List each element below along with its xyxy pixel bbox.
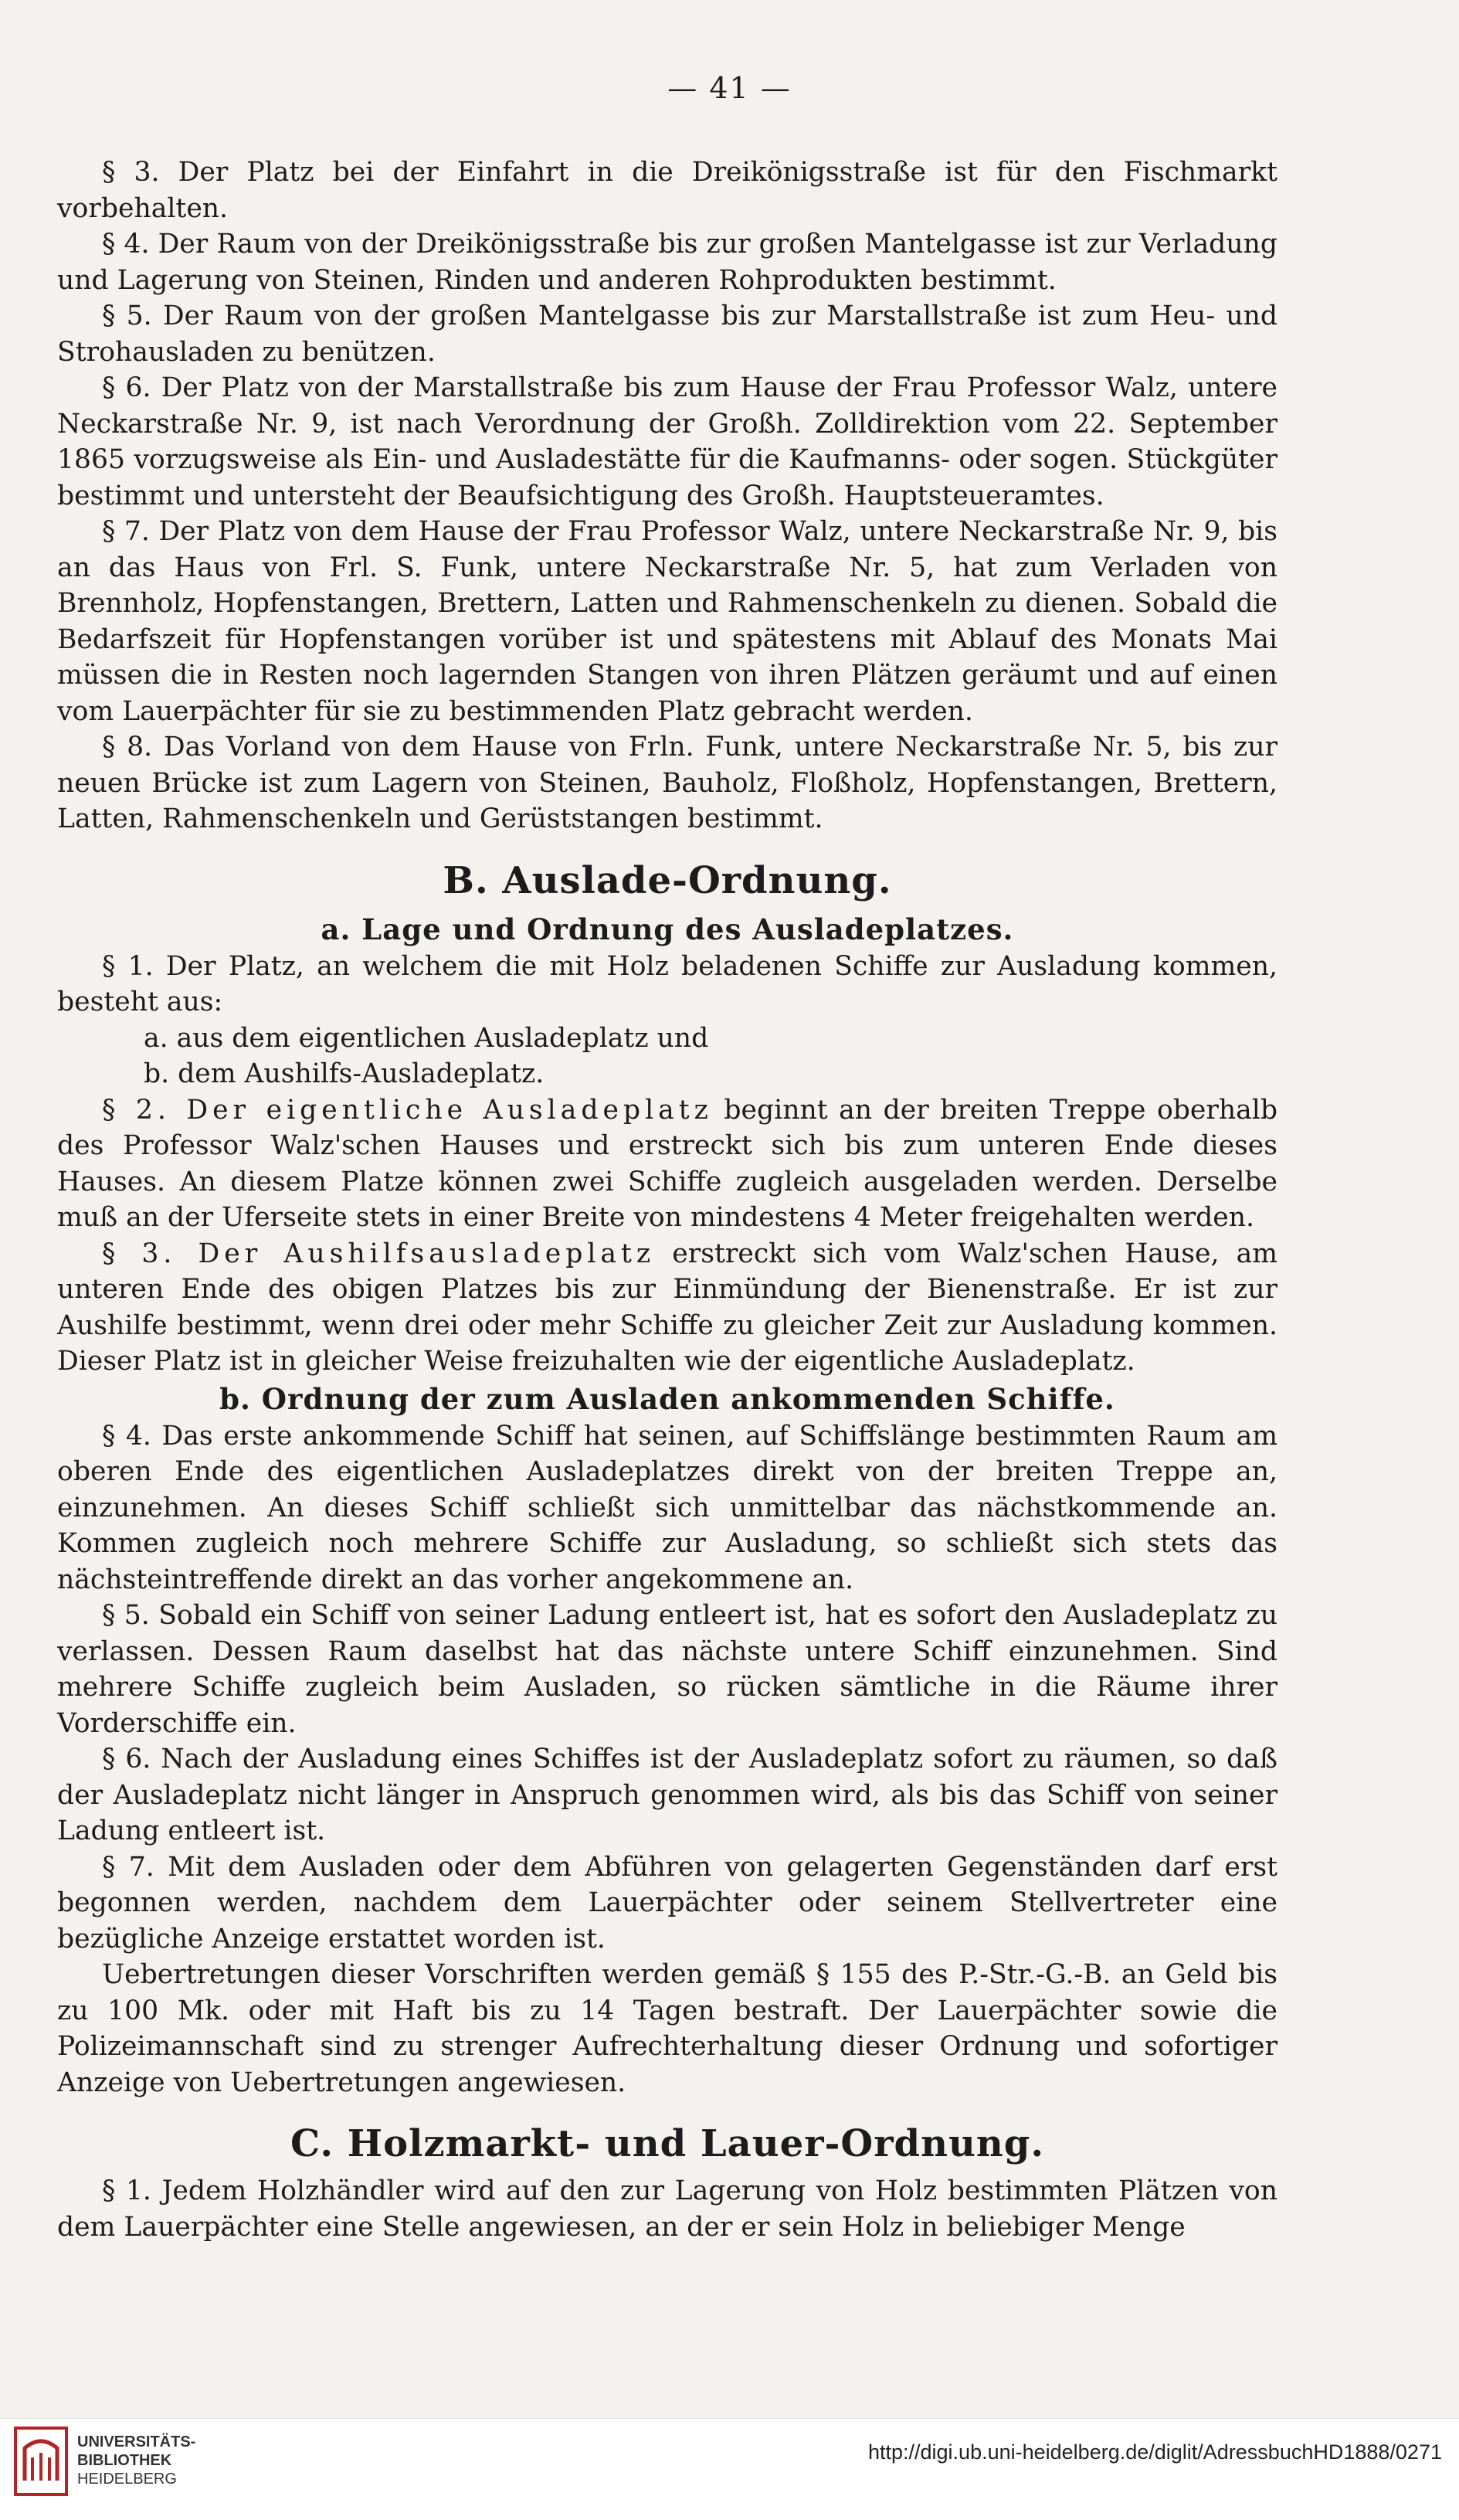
paragraph-s7: § 7. Der Platz von dem Hause der Frau Professor Walz, untere Neckarstraße Nr. 9, bis an das Haus von Frl. S. Funk, untere Neckarstraße Nr. 5, hat zum Verladen von Brennholz, Hopfenstangen, Brettern, Latten und Rahmenschenkeln zu dienen. Sobald die Bedarfszeit für Hopfenstangen vorüber ist und spätestens mit Ablauf des Monats Mai müssen die in Resten noch lagernden Stangen von ihren Plätzen geräumt und auf einen vom Lauerpächter für sie zu bestimmenden Platz gebracht werden.: [57, 516, 1277, 727]
list-item-a: a. aus dem eigentlichen Ausladeplatz und: [144, 1022, 709, 1054]
section-c-title: C. Holzmarkt- und Lauer-Ordnung.: [290, 2122, 1045, 2165]
paragraph-b-s7: § 7. Mit dem Ausladen oder dem Abführen von gelagerten Gegenständen darf erst begonnen werden, nachdem dem Lauerpächter oder seinem Stellvertreter eine bezügliche Anzeige erstattet worden ist.: [57, 1851, 1277, 1955]
paragraph-b-s2-text: beginnt an der breiten Treppe oberhalb des Professor Walz'schen Hauses und erstreckt sich bis zum unteren Ende dieses Hauses. An diesem Platze können zwei Schiffe zugleich ausgeladen werden. Derselbe muß an der Uferseite stets in einer Breite von mindestens 4 Meter freigehalten werden.: [57, 1094, 1277, 1233]
paragraph-s4: § 4. Der Raum von der Dreikönigsstraße bis zur großen Mantelgasse ist zur Verladung und Lagerung von Steinen, Rinden und anderen Rohprodukten bestimmt.: [57, 229, 1277, 296]
section-b-subheading-a: a. Lage und Ordnung des Ausladeplatzes.: [321, 912, 1014, 946]
library-name-line1: UNIVERSITÄTS-: [77, 2433, 196, 2450]
source-url[interactable]: http://digi.ub.uni-heidelberg.de/diglit/AdressbuchHD1888/0271: [867, 2440, 1442, 2464]
paragraph-s5: § 5. Der Raum von der großen Mantelgasse bis zur Marstallstraße ist zum Heu- und Strohausladen zu benützen.: [57, 301, 1277, 368]
list-item-b: b. dem Aushilfs-Ausladeplatz.: [144, 1058, 545, 1089]
paragraph-b-s1: § 1. Der Platz, an welchem die mit Holz beladenen Schiffe zur Ausladung kommen, besteht aus:: [57, 950, 1277, 1017]
paragraph-b-s3: [57, 1236, 1277, 1380]
paragraph-b-s3-text: erstreckt sich vom Walz'schen Hause, am unteren Ende des obigen Platzes bis zur Einmündung der Bienenstraße. Er ist zur Aushilfe bestimmt, wenn drei oder mehr Schiffe zu gleicher Zeit zur Ausladung kommen. Dieser Platz ist in gleicher Weise freizuhalten wie der eigentliche Ausladeplatz.: [57, 1238, 1277, 1377]
paragraph-b-penalty: Uebertretungen dieser Vorschriften werden gemäß § 155 des P.-Str.-G.-B. an Geld bis zu 100 Mk. oder mit Haft bis zu 14 Tagen bestraft. Der Lauerpächter sowie die Polizeimannschaft sind zu strenger Aufrechterhaltung dieser Ordnung und sofortiger Anzeige von Uebertretungen angewiesen.: [57, 1959, 1277, 2098]
paragraph-b-s2: [57, 1092, 1277, 1236]
paragraph-b-s6: § 6. Nach der Ausladung eines Schiffes ist der Ausladeplatz sofort zu räumen, so daß der Ausladeplatz nicht länger in Anspruch genommen wird, als bis das Schiff von seiner Ladung entleert ist.: [57, 1744, 1277, 1846]
section-b-title: B. Auslade-Ordnung.: [443, 858, 892, 902]
university-library-logo-icon: [14, 2427, 68, 2496]
library-name-line3: HEIDELBERG: [77, 2471, 177, 2488]
library-name: [77, 2433, 195, 2488]
paragraph-b-s5: § 5. Sobald ein Schiff von seiner Ladung entleert ist, hat es sofort den Ausladeplatz zu verlassen. Dessen Raum daselbst hat das nächste untere Schiff einzunehmen. Sind mehrere Schiffe zugleich beim Ausladen, so rücken sämtliche in die Räume ihrer Vorderschiffe ein.: [57, 1600, 1277, 1739]
paragraph-c-s1: § 1. Jedem Holzhändler wird auf den zur Lagerung von Holz bestimmten Plätzen von dem Lauerpächter eine Stelle angewiesen, an der er sein Holz in beliebiger Menge: [57, 2175, 1277, 2243]
paragraph-b-s3-label: § 3. Der Aushilfsausladeplatz: [102, 1238, 656, 1269]
paragraph-s3: § 3. Der Platz bei der Einfahrt in die Dreikönigsstraße ist für den Fischmarkt vorbehalten.: [57, 157, 1277, 224]
paragraph-b-s4: § 4. Das erste ankommende Schiff hat seinen, auf Schiffslänge bestimmten Raum am oberen Ende des eigentlichen Ausladeplatzes direkt von der breiten Treppe an, einzunehmen. An dieses Schiff schließt sich unmittelbar das nächstkommende an. Kommen zugleich noch mehrere Schiffe zur Ausladung, so schließt sich stets das nächsteintreffende direkt an das vorher angekommene an.: [57, 1420, 1277, 1595]
paragraph-b-s2-label: § 2. Der eigentliche Ausladeplatz: [102, 1094, 713, 1126]
paragraph-s8: § 8. Das Vorland von dem Hause von Frln. Funk, untere Neckarstraße Nr. 5, bis zur neuen Brücke ist zum Lagern von Steinen, Bauholz, Floßholz, Hopfenstangen, Brettern, Latten, Rahmenschenkeln und Gerüststangen bestimmt.: [57, 732, 1277, 834]
document-body: [57, 155, 1277, 2245]
library-name-line2: BIBLIOTHEK: [77, 2452, 172, 2469]
section-b-subheading-b: b. Ordnung der zum Ausladen ankommenden Schiffe.: [219, 1381, 1115, 1416]
paragraph-s6: § 6. Der Platz von der Marstallstraße bis zum Hause der Frau Professor Walz, untere Neckarstraße Nr. 9, ist nach Verordnung der Großh. Zolldirektion vom 22. September 1865 vorzugsweise als Ein- und Ausladestätte für die Kaufmanns- oder sogen. Stückgüter bestimmt und untersteht der Beaufsichtigung des Großh. Hauptsteueramtes.: [57, 372, 1277, 511]
page-number: — 41 —: [667, 71, 792, 105]
footer-bar: [0, 2418, 1459, 2520]
